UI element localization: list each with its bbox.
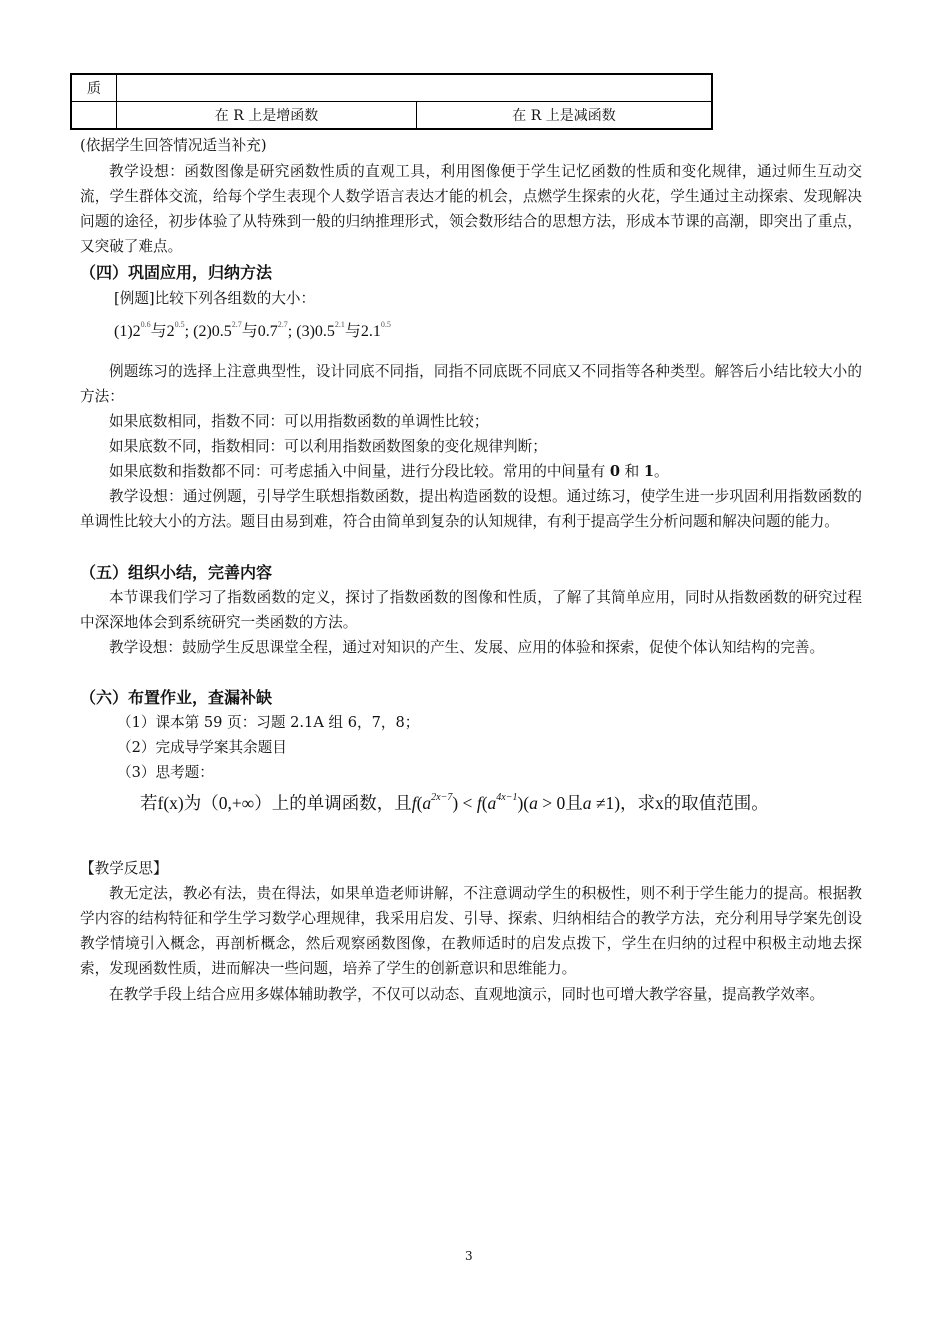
section-heading-4: （四）巩固应用，归纳方法 — [80, 263, 273, 282]
summary-paragraph: 本节课我们学习了指数函数的定义，探讨了指数函数的图像和性质，了解了其简单应用，同时从指数函数的研究过程中深深地体会到系统研究一类函数的方法。 — [80, 589, 862, 631]
design-paragraph-3: 教学设想：鼓励学生反思课堂全程，通过对知识的产生、发展、应用的体验和探索，促使个体认知结构的完善。 — [109, 639, 825, 656]
homework-item-2: （2）完成导学案其余题目 — [117, 739, 287, 756]
design-paragraph-2: 教学设想：通过例题，引导学生联想指数函数，提出构造函数的设想。通过练习，使学生进一步巩固利用指数函数的单调性比较大小的方法。题目由易到难，符合由简单到复杂的认知规律，有利于提高学生分析问题和解决问题的能力。 — [80, 488, 862, 530]
table-label-cell — [71, 102, 117, 130]
example-math: $(1)2^{0.6}$与$2^{0.5}$; $(2)0.5^{2.7}$与$0.7^{2.7}$; $(3)0.5^{2.1}$与$2.1^{0.5}$ — [114, 320, 391, 340]
section-heading-5: （五）组织小结，完善内容 — [80, 563, 273, 582]
thinking-question-math: 若f(x)为（0,+∞）上的单调函数，且$f(a^{2x-7}) < f(a^{4x-1})(a > 0$且a ≠1)，求x的取值范围。 — [140, 792, 769, 813]
design-paragraph-1: 教学设想：函数图像是研究函数性质的直观工具，利用图像便于学生记忆函数的性质和变化规律，通过师生互动交流，学生群体交流，给每个学生表现个人数学语言表达才能的机会，点燃学生探索的火花，学生通过主动探索、发现解决问题的途径，初步体验了从特殊到一般的归纳推理形式，领会数形结合的思想方法，形成本节课的高潮，即突出了重点，又突破了难点。 — [80, 163, 862, 255]
homework-item-3: （3）思考题： — [117, 764, 214, 781]
properties-table — [70, 73, 713, 130]
table-empty-cell — [117, 74, 713, 102]
table-row — [71, 102, 712, 130]
example-practice-paragraph: 例题练习的选择上注意典型性，设计同底不同指，同指不同底既不同底又不同指等各种类型。解答后小结比较大小的方法： — [80, 363, 862, 405]
page-number: 3 — [465, 1249, 473, 1263]
reflection-paragraph-2: 在教学手段上结合应用多媒体辅助教学，不仅可以动态、直观地演示，同时也可增大教学容量，提高教学效率。 — [109, 986, 825, 1003]
increasing-cell: 在 R 上是增函数 — [117, 102, 417, 130]
example-title: [例题]比较下列各组数的大小： — [114, 290, 316, 307]
rule-1: 如果底数相同，指数不同：可以用指数函数的单调性比较； — [109, 413, 489, 430]
table-label-cell: 质 — [71, 74, 117, 102]
section-heading-6: （六）布置作业，查漏补缺 — [80, 688, 273, 707]
reflection-paragraph-1: 教无定法，教必有法，贵在得法，如果单造老师讲解，不注意调动学生的积极性，则不利于学生能力的提高。根据教学内容的结构特征和学生学习数学心理规律，我采用启发、引导、探索、归纳相结合的教学方法，充分利用导学案先创设教学情境引入概念，再剖析概念，然后观察函数图像，在教师适时的启发点拨下，学生在归纳的过程中积极主动地去探索，发现函数性质，进而解决一些问题，培养了学生的创新意识和思维能力。 — [80, 885, 862, 977]
homework-item-1: （1）课本第 59 页：习题 2.1A 组 6，7，8； — [117, 714, 420, 731]
table-row — [71, 74, 712, 102]
rule-3: 如果底数和指数都不同：可考虑插入中间量，进行分段比较。常用的中间量有 0 和 1。 — [109, 463, 669, 480]
rule-2: 如果底数不同，指数相同：可以利用指数函数图象的变化规律判断； — [109, 438, 547, 455]
decreasing-cell: 在 R 上是减函数 — [417, 102, 713, 130]
reflection-title: 【教学反思】 — [80, 860, 168, 877]
supplement-note: (依据学生回答情况适当补充) — [80, 137, 267, 154]
